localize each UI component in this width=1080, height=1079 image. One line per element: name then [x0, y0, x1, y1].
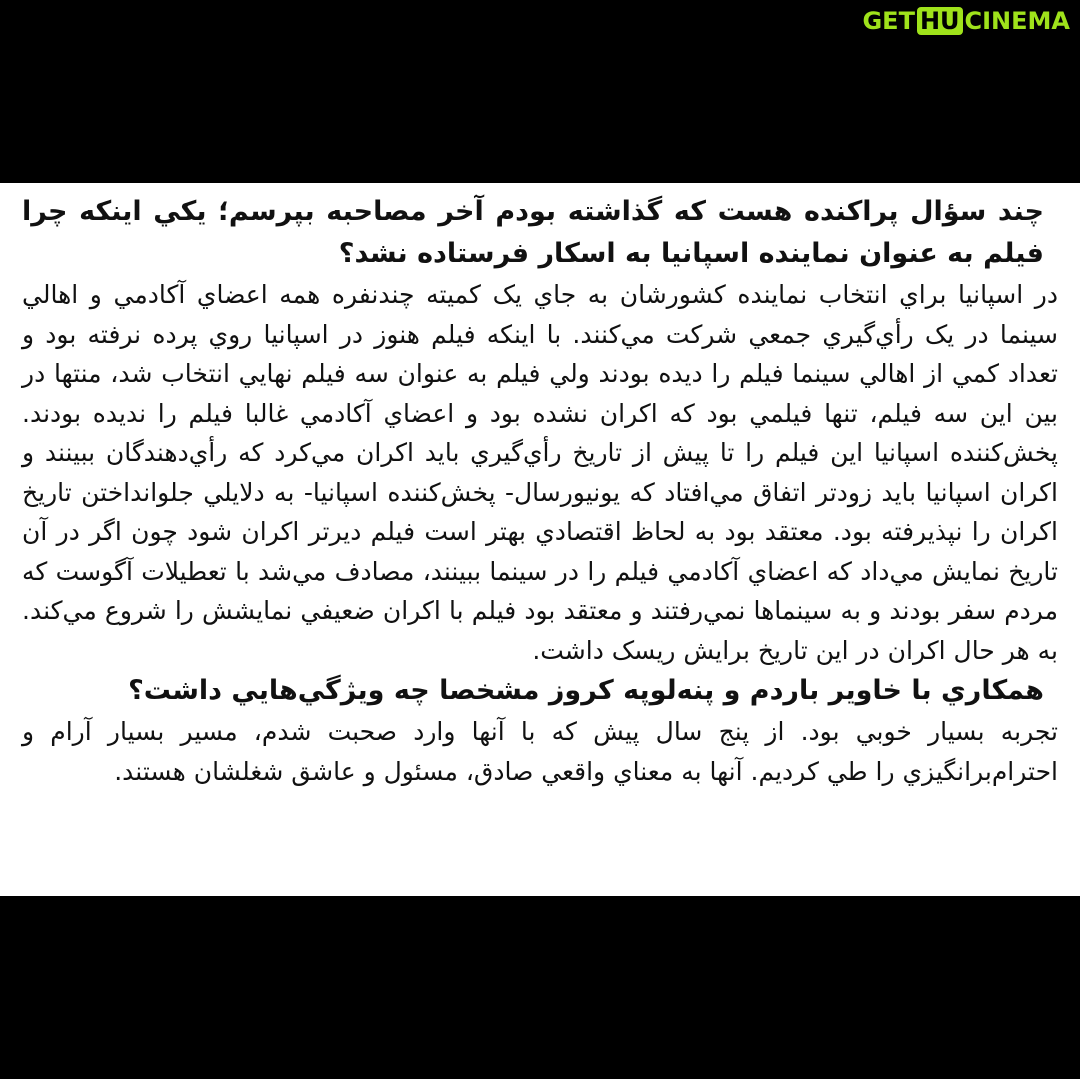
article-clipping [0, 183, 1080, 896]
watermark-logo [862, 6, 1070, 36]
watermark-logo-part-cinema: CINEMA [964, 7, 1070, 35]
watermark-logo-part-get: GET [862, 7, 915, 35]
interview-question-oscar: چند سؤال پراکنده هست که گذاشته بودم آخر مصاحبه بپرسم؛ يکي اينکه چرا فيلم به عنوان نماينده اسپانيا به اسکار فرستاده نشد؟ [22, 196, 1044, 269]
watermark-logo-part-hu: HU [917, 7, 963, 35]
interview-answer-oscar: در اسپانيا براي انتخاب نماينده کشورشان به جاي يک کميته چندنفره همه اعضاي آکادمي و اهالي سينما در يک رأي‌گيري جمعي شرکت مي‌کنند. با اينکه فيلم هنوز در اسپانيا روي پرده نرفته بود و تعداد کمي از اهالي سينما فيلم را ديده بودند ولي فيلم به عنوان سه فيلم نهايي انتخاب شد، منتها در بين اين سه فيلم، تنها فيلمي بود که اکران نشده بود و اعضاي آکادمي غالبا فيلم را نديده بودند. پخش‌کننده اسپانيا اين فيلم را تا پيش از تاريخ رأي‌گيري بايد اکران مي‌کرد که رأي‌دهندگان ببينند و اکران اسپانيا بايد زودتر اتفاق مي‌افتاد که يونيورسال- پخش‌کننده اسپانيا- به دلايلي جلوانداختن تاريخ اکران را نپذيرفته بود. معتقد بود به لحاظ اقتصادي بهتر است فيلم ديرتر اکران شود چون اگر در آن تاريخ نمايش مي‌داد که اعضاي آکادمي فيلم را در سينما ببينند، مصادف مي‌شد با تعطيلات آگوست که مردم سفر بودند و به سينماها نمي‌رفتند و معتقد بود فيلم با اکران ضعيفي نمايشش را شروع مي‌کند. به هر حال اکران در اين تاريخ برايش ريسک داشت. [22, 280, 1058, 665]
article-body [22, 191, 1058, 791]
interview-question-actors: همکاري با خاوير باردم و پنه‌لوپه کروز مشخصا چه ويژگي‌هايي داشت؟ [128, 675, 1044, 706]
interview-answer-actors: تجربه بسيار خوبي بود. از پنج سال پيش که با آنها وارد صحبت شدم، مسير بسيار آرام و احترام‌برانگيزي را طي کرديم. آنها به معناي واقعي صادق، مسئول و عاشق شغلشان هستند. [22, 717, 1058, 786]
